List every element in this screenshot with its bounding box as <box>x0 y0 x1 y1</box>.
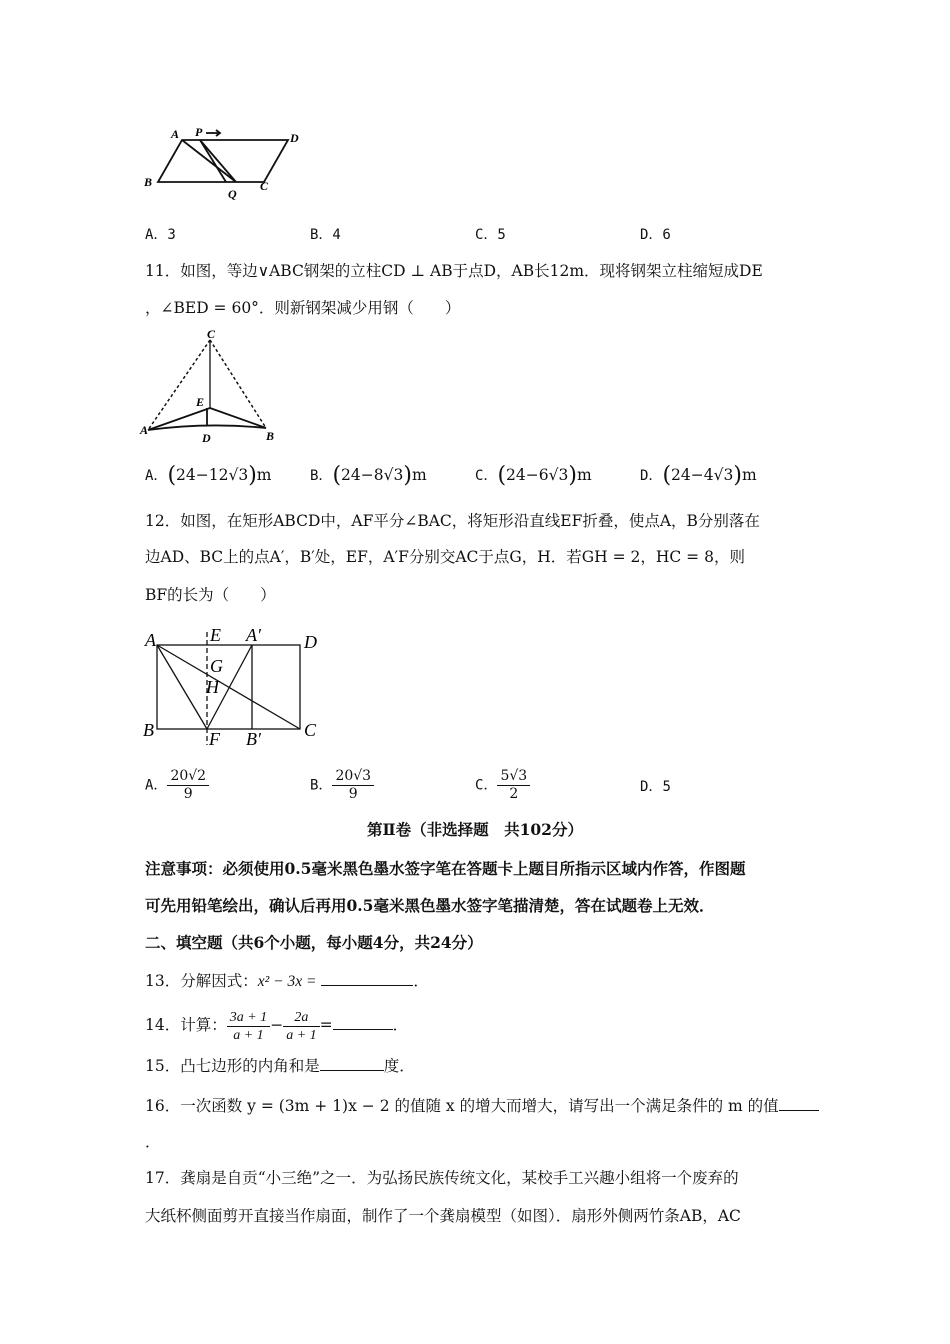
q12-label-a-prime: A′ <box>246 625 261 645</box>
q17-line-1: 17．龚扇是自贡“小三绝”之一．为弘扬民族传统文化，某校手工兴趣小组将一个废弃的 <box>145 1169 739 1187</box>
q12-option-b: B． $\frac{20√3}{9}$ <box>310 768 374 803</box>
q11-line-1: 11．如图，等边∨ABC钢架的立柱CD ⊥ AB于点D，AB长12m．现将钢架立柱缩短成DE <box>145 262 763 280</box>
q14-answer-blank <box>333 1017 393 1030</box>
q12-label-b-prime: B′ <box>246 729 261 749</box>
q12-option-a: A． $\frac{20√2}{9}$ <box>145 768 209 803</box>
q11-option-b: B．(24−8√3)m <box>310 463 427 488</box>
q10-label-p: P <box>195 125 203 139</box>
q15-answer-blank <box>320 1054 384 1071</box>
q10-parallelogram-figure <box>138 124 318 204</box>
q12-line-2: 边AD、BC上的点A′，B′处，EF，A′F分别交AC于点G，H．若GH = 2，HC = 8，则 <box>145 548 745 566</box>
q10-option-b: B．4 <box>310 227 341 243</box>
q16-line-1: 16．一次函数 y = (3m + 1)x − 2 的值随 x 的增大而增大，请写出一个满足条件的 m 的值 <box>145 1094 819 1118</box>
q10-option-a: A．3 <box>145 227 176 243</box>
q10-label-d: D <box>290 131 299 145</box>
q12-label-a: A <box>145 630 156 650</box>
q12-label-h: H <box>206 677 219 697</box>
q12-label-e: E <box>210 625 221 645</box>
q11-option-a: A．(24−12√3)m <box>145 463 272 488</box>
q11-triangle-figure <box>138 326 288 446</box>
notice-line-2: 可先用铅笔绘出，确认后再用0.5毫米黑色墨水签字笔描清楚，答在试题卷上无效． <box>145 896 715 915</box>
q10-option-c: C．5 <box>475 227 506 243</box>
q16-answer-blank <box>779 1094 819 1111</box>
q11-label-b: B <box>266 429 275 443</box>
q11-option-d: D．(24−4√3)m <box>640 463 757 488</box>
q11-line-2: ，∠BED = 60°．则新钢架减少用钢（ ） <box>145 299 461 317</box>
q12-option-c: C． $\frac{5√3}{2}$ <box>475 768 530 803</box>
q10-label-c: C <box>260 179 269 193</box>
q10-label-q: Q <box>228 187 237 201</box>
q11-label-e: E <box>196 395 205 409</box>
q11-label-c: C <box>207 327 216 341</box>
notice-line-1: 注意事项：必须使用0.5毫米黑色墨水签字笔在答题卡上题目所指示区域内作答，作图题 <box>145 859 746 878</box>
part-2-title: 二、填空题（共6个小题，每小题4分，共24分） <box>145 933 483 952</box>
section-2-title: 第Ⅱ卷（非选择题 共102分） <box>367 820 583 839</box>
q17-line-2: 大纸杯侧面剪开直接当作扇面，制作了一个龚扇模型（如图）．扇形外侧两竹条AB，AC <box>145 1207 741 1225</box>
q12-line-3: BF的长为（ ） <box>145 586 276 604</box>
q11-option-c: C．(24−6√3)m <box>475 463 592 488</box>
q12-label-g: G <box>210 656 223 676</box>
q10-label-a: A <box>171 127 180 141</box>
q12-label-c: C <box>304 720 317 740</box>
q12-label-f: F <box>209 729 220 749</box>
q12-label-b: B <box>143 720 154 740</box>
q11-label-d: D <box>202 431 211 445</box>
q14: 14．计算： $\frac{3a + 1}{a + 1}$ − $\frac{2a}{a + 1}$ = ． <box>145 1009 409 1043</box>
q12-rectangle-figure <box>140 620 340 750</box>
q10-option-d: D．6 <box>640 227 671 243</box>
q15: 15．凸七边形的内角和是 度． <box>145 1054 415 1078</box>
q12-line-1: 12．如图，在矩形ABCD中，AF平分∠BAC，将矩形沿直线EF折叠，使点A，B分别落在 <box>145 512 760 530</box>
q12-label-d: D <box>304 632 317 652</box>
q13-answer-blank <box>321 969 413 986</box>
q10-label-b: B <box>144 175 153 189</box>
q13: 13．分解因式：x² − 3x = ． <box>145 969 429 994</box>
q11-label-a: A <box>140 423 149 437</box>
q16-line-2: ． <box>145 1133 161 1151</box>
q12-option-d: D．5 <box>640 779 671 795</box>
